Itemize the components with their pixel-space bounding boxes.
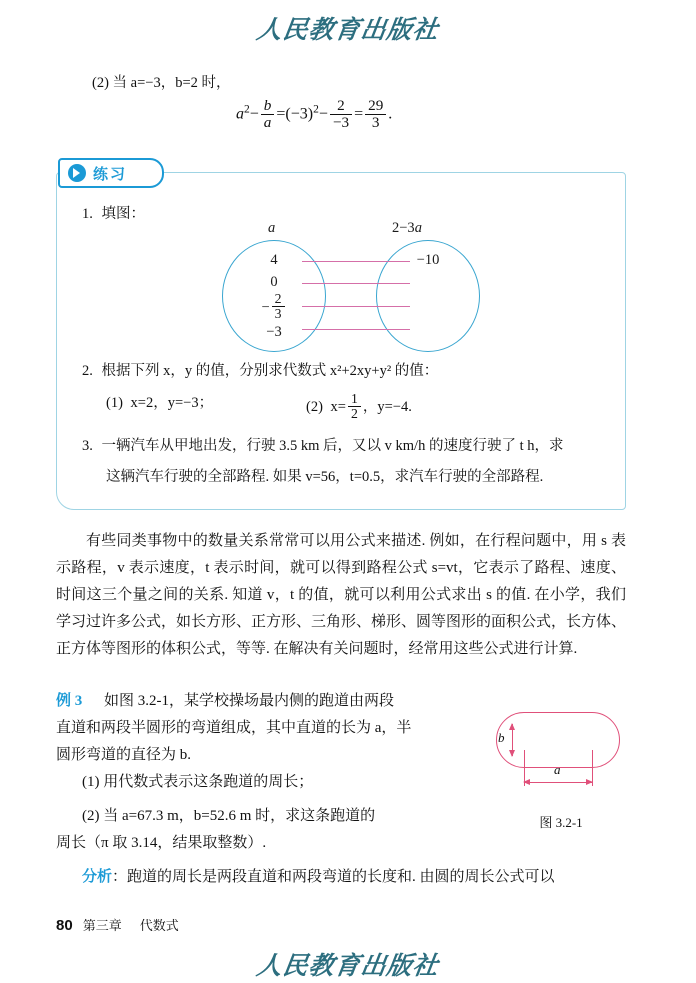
dimension-b-label: b bbox=[498, 730, 505, 745]
analysis-label: 分析 bbox=[82, 869, 113, 885]
venn-connector-3 bbox=[302, 306, 410, 307]
venn-left-value-3: − $\frac{2}{3}$ bbox=[250, 292, 298, 322]
solution-condition-line: (2) 当 a=−3，b=2 时， bbox=[92, 75, 231, 91]
exercise-item-2-sub-2 bbox=[306, 392, 412, 422]
footer-section: 代数式 bbox=[139, 918, 179, 933]
footer-chapter: 第三章 bbox=[82, 918, 122, 933]
example-line-1: 如图 3.2-1，某学校操场最内侧的跑道由两段 bbox=[104, 693, 395, 709]
exercise-item-2-sub-2-text: x= bbox=[330, 398, 346, 415]
exercise-item-2-sub-1-label: (1) bbox=[106, 395, 123, 411]
example-label bbox=[56, 690, 394, 713]
venn-label-right: 2−3a bbox=[392, 220, 422, 236]
dimension-a-tick-right bbox=[592, 750, 593, 786]
venn-connector-2 bbox=[302, 283, 410, 284]
exercise-item-2-sub-1 bbox=[106, 392, 213, 414]
page-number: 80 bbox=[56, 917, 73, 934]
exercise-item-1-text: 填图： bbox=[101, 206, 145, 222]
venn-left-value-4: −3 bbox=[266, 324, 282, 340]
expr-fraction-b-over-a: $\frac{b}{a}$ bbox=[261, 98, 275, 131]
dimension-b-arrow bbox=[512, 724, 513, 756]
example-sub-1: (1) 用代数式表示这条跑道的周长； bbox=[82, 774, 314, 790]
publisher-mark-bottom bbox=[0, 946, 696, 982]
example-sub-2-line-2: 周长（π 取 3.14，结果取整数）. bbox=[56, 835, 267, 851]
exercise-tab-label: 练习 bbox=[93, 165, 128, 183]
example-line-3: 圆形弯道的直径为 b. bbox=[56, 747, 192, 763]
exercise-item-2-sub-2-tail: ，y=−4. bbox=[362, 398, 412, 415]
venn-connector-4 bbox=[302, 329, 410, 330]
exercise-item-2-sub-2-label: (2) bbox=[306, 398, 323, 415]
track-shape bbox=[496, 712, 620, 768]
publisher-mark-bottom-text: 人民教育出版社 bbox=[254, 953, 441, 980]
venn-left-value-1: 4 bbox=[270, 252, 278, 268]
figure-caption: 图 3.2-1 bbox=[539, 815, 583, 830]
expr-equals-1: =(−3) bbox=[276, 105, 314, 123]
publisher-mark-top-text: 人民教育出版社 bbox=[254, 17, 441, 44]
play-circle-icon bbox=[68, 164, 86, 182]
expr-period: . bbox=[388, 105, 393, 123]
expr-minus-1: − bbox=[249, 105, 259, 123]
figure-track bbox=[486, 700, 636, 810]
exercise-item-1-number: 1. bbox=[82, 206, 93, 222]
main-paragraph: 有些同类事物中的数量关系常常可以用公式来描述. 例如，在行程问题中，用 s 表示路程，v 表示速度，t 表示时间，就可以得到路程公式 s=vt，它表示了路程、速度、时间这三个量之间的关系. 知道 v，t 的值，就可以利用公式求出 s 的值. 在小学，我们学习过许多公式，如长方形、正方形、三角形、梯形、圆等图形的面积公式，长方体、正方体等图形的体积公式，等等. 在解决有关问题时，经常用这些公式进行计算. bbox=[56, 533, 627, 657]
expr-exp-2: 2 bbox=[244, 103, 250, 116]
analysis-text: ：跑道的周长是两段直道和两段弯道的长度和. 由圆的周长公式可以 bbox=[112, 869, 555, 885]
dimension-a-tick-left bbox=[524, 750, 525, 786]
example-sub-2: (2) 当 a=67.3 m，b=52.6 m 时，求这条跑道的 bbox=[82, 808, 376, 824]
exercise-item-3-number: 3. bbox=[82, 438, 93, 454]
exercise-item-2-sub-1-text: x=2，y=−3； bbox=[130, 395, 214, 411]
venn-label-left: a bbox=[268, 220, 276, 236]
venn-connector-1 bbox=[302, 261, 410, 262]
exercise-item-3-line2: 这辆汽车行驶的全部路程. 如果 v=56，t=0.5，求汽车行驶的全部路程. bbox=[106, 469, 544, 485]
expr-fraction-2-over-neg3: $\frac{2}{-3}$ bbox=[330, 98, 352, 131]
exercise-item-3-text: 一辆汽车从甲地出发，行驶 3.5 km 后，又以 v km/h 的速度行驶了 t h，求 bbox=[101, 438, 564, 454]
exercise-item-1 bbox=[82, 203, 145, 225]
venn-right-value-1: −10 bbox=[416, 252, 440, 268]
expr-exp-2b: 2 bbox=[313, 103, 319, 116]
exercise-tab bbox=[58, 158, 164, 188]
dimension-a-arrow bbox=[524, 782, 592, 783]
exercise-item-3 bbox=[82, 435, 564, 457]
example-label-text: 例 3 bbox=[56, 693, 83, 709]
expr-fraction-29-over-3: $\frac{29}{3}$ bbox=[365, 98, 386, 131]
exercise-item-2-number: 2. bbox=[82, 363, 93, 379]
expr-equals-2: = bbox=[354, 105, 364, 123]
exercise-item-2-text: 根据下列 x，y 的值，分别求代数式 x²+2xy+y² 的值： bbox=[101, 363, 439, 379]
solution-expression bbox=[236, 98, 392, 131]
venn-left-value-2: 0 bbox=[270, 274, 278, 290]
analysis-line bbox=[82, 866, 555, 889]
exercise-item-2 bbox=[82, 360, 438, 382]
publisher-mark-top bbox=[0, 10, 696, 46]
page-footer bbox=[56, 915, 179, 934]
venn-diagram bbox=[180, 220, 510, 353]
exercise-item-2-sub-2-fraction: $\frac{1}{2}$ bbox=[348, 392, 361, 422]
example-line-2: 直道和两段半圆形的弯道组成，其中直道的长为 a，半 bbox=[56, 720, 412, 736]
expr-minus-2: − bbox=[318, 105, 328, 123]
dimension-a-label: a bbox=[554, 762, 561, 777]
expr-term-a: a bbox=[236, 105, 244, 123]
